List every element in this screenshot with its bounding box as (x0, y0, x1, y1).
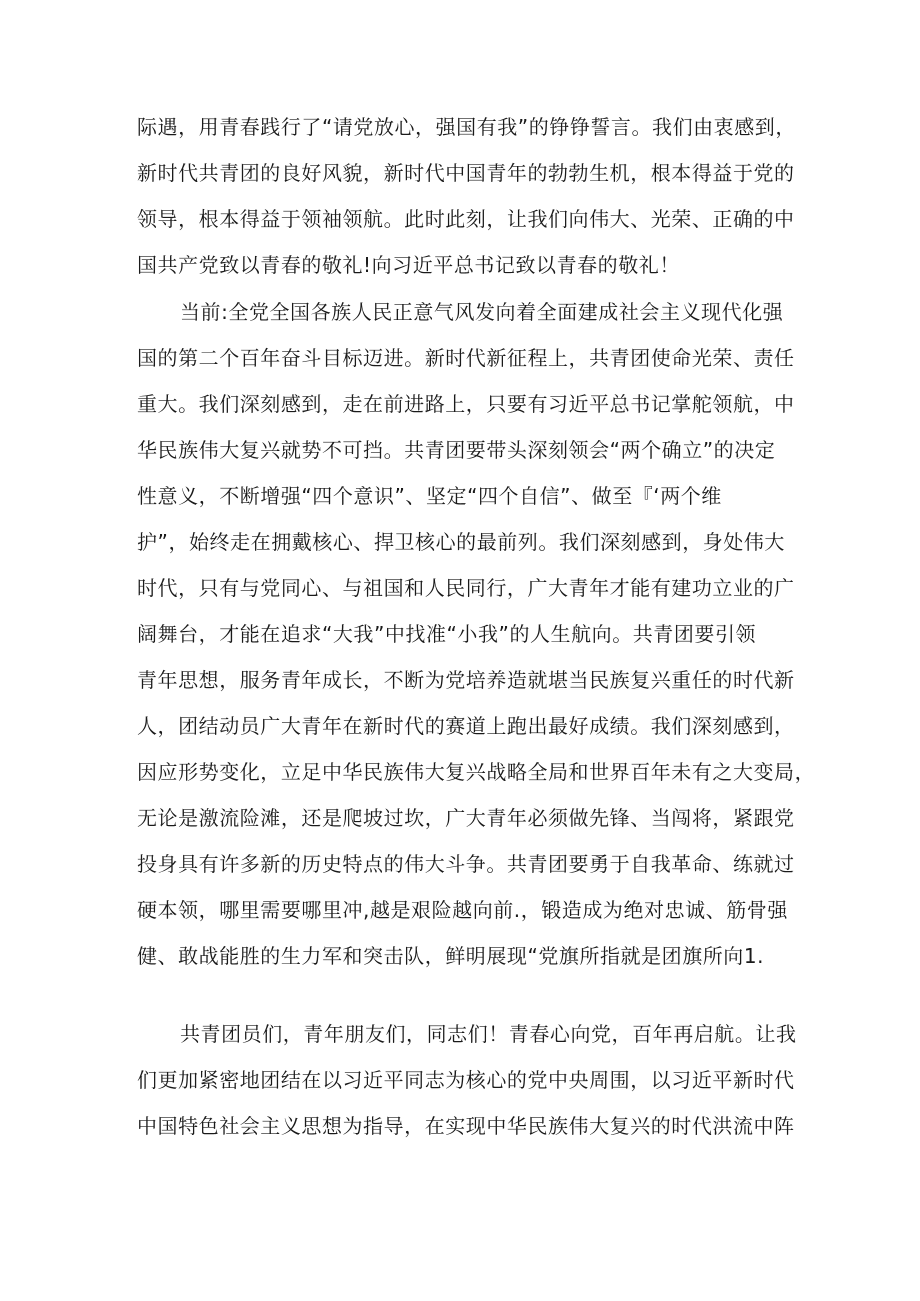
text-line: 重大。我们深刻感到，走在前进路上，只要有习近平总书记掌舵领航，中 (137, 392, 795, 416)
text-line: 因应形势变化，立足中华民族伟大复兴战略全局和世界百年未有之大变局， (137, 760, 816, 784)
text-line: 阔舞台，才能在追求“大我”中找准“小我”的人生航向。共青团要引领 (137, 622, 757, 646)
text-line: 际遇，用青春践行了“请党放心，强国有我”的铮铮誓言。我们由衷感到， (137, 115, 796, 139)
paragraph-first-line: 共青团员们，青年朋友们，同志们！青春心向党，百年再启航。让我 (180, 1022, 797, 1046)
text-line: 中国特色社会主义思想为指导，在实现中华民族伟大复兴的时代洪流中阵 (137, 1114, 795, 1138)
text-line: 时代，只有与党同心、与祖国和人民同行，广大青年才能有建功立业的广 (137, 576, 795, 600)
text-line: 国的第二个百年奋斗目标迈进。新时代新征程上，共青团使命光荣、责任 (137, 346, 795, 370)
text-line: 华民族伟大复兴就势不可挡。共青团要带头深刻领会“两个确立”的决定 (137, 438, 776, 462)
text-line: 硬本领，哪里需要哪里冲,越是艰险越向前.，锻造成为绝对忠诚、筋骨强 (137, 898, 788, 922)
text-line: 健、敢战能胜的生力军和突击队，鲜明展现“党旗所指就是团旗所向1. (137, 944, 765, 968)
paragraph-first-line: 当前:全党全国各族人民正意气风发向着全面建成社会主义现代化强 (180, 300, 784, 324)
text-line: 投身具有许多新的历史特点的伟大斗争。共青团要勇于自我革命、练就过 (137, 852, 795, 876)
text-line: 领导，根本得益于领袖领航。此时此刻，让我们向伟大、光荣、正确的中 (137, 207, 795, 231)
text-line: 人，团结动员广大青年在新时代的赛道上跑出最好成绩。我们深刻感到， (137, 714, 795, 738)
text-line: 护”，始终走在拥戴核心、捍卫核心的最前列。我们深刻感到，身处伟大 (137, 530, 785, 554)
text-line: 性意义，不断增强“四个意识”、坚定“四个自信”、做至『‘两个维 (137, 484, 722, 508)
text-line: 无论是激流险滩，还是爬坡过坎，广大青年必须做先锋、当闯将，紧跟党 (137, 806, 795, 830)
text-line: 国共产党致以青春的敬礼!向习近平总书记致以青春的敬礼！ (137, 253, 680, 277)
text-line: 青年思想，服务青年成长，不断为党培养造就堪当民族复兴重任的时代新 (137, 668, 795, 692)
text-line: 们更加紧密地团结在以习近平同志为核心的党中央周围，以习近平新时代 (137, 1068, 795, 1092)
text-line: 新时代共青团的良好风貌，新时代中国青年的勃勃生机，根本得益于党的 (137, 161, 795, 185)
